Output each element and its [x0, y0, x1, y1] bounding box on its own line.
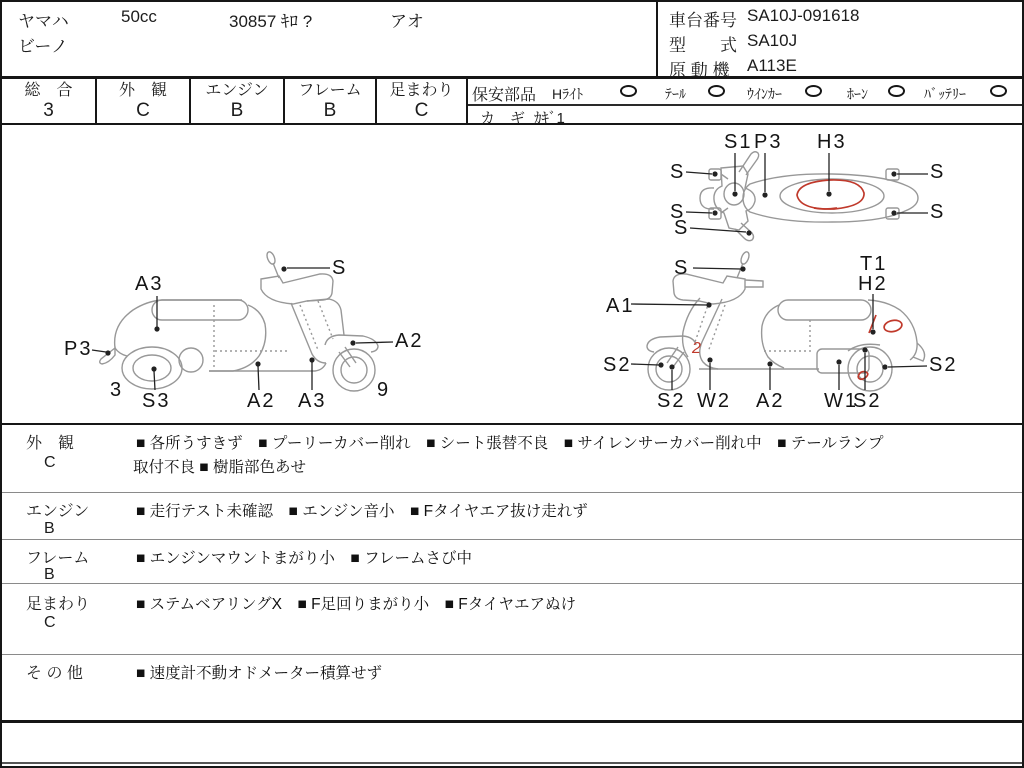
taillight-ok-circle-icon: [708, 85, 725, 97]
key-label: カ ギ: [480, 110, 526, 127]
label-s-top-left-2: S: [670, 201, 686, 223]
label-a2-front-fender: A2: [395, 330, 424, 352]
grade-frame-value: B: [323, 99, 337, 121]
note-row-undercarriage: [2, 584, 1022, 655]
safety-parts-divider: [468, 104, 1022, 106]
label-p3-rear-fender: P3: [64, 338, 93, 360]
safety-parts-box: [468, 79, 1022, 127]
grade-exterior: [97, 79, 191, 123]
key-value: ｶｷﾞ1: [534, 110, 565, 127]
label-s-top-right-1: S: [930, 161, 946, 183]
note-row-empty: [2, 723, 1022, 764]
label-s-top-left-1: S: [670, 161, 686, 183]
grade-overall-value: 3: [43, 99, 54, 121]
leader-lines: [92, 153, 928, 390]
grade-row: [2, 79, 1022, 125]
note-text-line2: 取付不良 ■ 樹脂部色あせ: [133, 459, 306, 476]
headlight-ok-circle-icon: [620, 85, 637, 97]
grade-engine-label: エンジン: [205, 81, 269, 99]
label-s-mirror-right: S: [674, 257, 690, 279]
note-grade: B: [44, 520, 55, 537]
label-p3-top: P3: [754, 131, 783, 153]
label-s-mirror-left: S: [332, 257, 348, 279]
label-a2-floor-right: A2: [756, 390, 785, 412]
chassis-label: 車台番号: [669, 11, 737, 30]
grade-exterior-label: 外 観: [118, 81, 167, 99]
label-a2-floor-left: A2: [247, 390, 276, 412]
note-row-exterior: [2, 425, 1022, 493]
battery-ok-circle-icon: [990, 85, 1007, 97]
leader-dots: [105, 171, 896, 371]
label-s2-front-wheel: S2: [657, 390, 686, 412]
note-text-line1: ■ エンジンマウントまがり小 ■ フレームさび中: [136, 550, 472, 567]
label-w2-under-column: W2: [697, 390, 731, 412]
note-label: 外 観: [26, 435, 75, 452]
vehicle-diagram-box: [2, 125, 1022, 425]
label-w1-muffler: W1: [824, 390, 858, 412]
chassis-value: SA10J-091618: [747, 6, 860, 25]
header-section: [2, 2, 1022, 79]
note-text-line1: ■ 速度計不動オドメーター積算せず: [136, 665, 383, 682]
label-a3-rear-body: A3: [135, 273, 164, 295]
label-s2-rear-wheel: S2: [853, 390, 882, 412]
taillight-label: ﾃｰﾙ: [665, 86, 686, 102]
label-a3-frame: A3: [298, 390, 327, 412]
winker-label: ｳｲﾝｶｰ: [747, 86, 782, 102]
type-label: 型 式: [669, 36, 737, 55]
grade-undercarriage: [377, 79, 468, 123]
grade-overall-label: 総 合: [24, 81, 73, 99]
grade-frame-label: フレーム: [298, 81, 362, 99]
model-name: ビーノ: [18, 37, 68, 56]
label-h2-rear-body: H2: [858, 273, 888, 295]
grade-exterior-value: C: [136, 99, 150, 121]
header-divider: [656, 2, 658, 76]
displacement: 50cc: [121, 7, 157, 26]
horn-ok-circle-icon: [888, 85, 905, 97]
note-label: そ の 他: [26, 665, 83, 682]
grade-engine: [191, 79, 285, 123]
defect-notes-table: [2, 425, 1022, 764]
label-h3-seat: H3: [817, 131, 847, 153]
label-s2-front-side: S2: [603, 354, 632, 376]
note-label: フレーム: [26, 550, 90, 567]
type-value: SA10J: [747, 31, 798, 50]
note-row-other: [2, 655, 1022, 723]
grade-overall: [2, 79, 97, 123]
red-handwritten-2-mark: 2: [692, 340, 701, 357]
note-text-line1: ■ ステムベアリングX ■ F足回りまがり小 ■ Fタイヤエアぬけ: [136, 596, 576, 613]
grade-engine-value: B: [230, 99, 244, 121]
label-s2-rear-side: S2: [929, 354, 958, 376]
mileage: 30857 ｷﾛ ?: [229, 12, 313, 31]
note-grade: B: [44, 566, 55, 583]
note-text-line1: ■ 走行テスト未確認 ■ エンジン音小 ■ Fタイヤエア抜け走れず: [136, 503, 588, 520]
label-s-top-right-2: S: [930, 201, 946, 223]
note-grade: C: [44, 454, 56, 471]
engine-code-value: A113E: [747, 56, 797, 75]
label-s3-rear-wheel: S3: [142, 390, 171, 412]
battery-label: ﾊﾞｯﾃﾘｰ: [924, 86, 966, 102]
note-row-engine: [2, 493, 1022, 540]
label-s-top-left-3: S: [674, 217, 690, 239]
engine-code-label: 原 動 機: [669, 61, 730, 80]
grade-undercarriage-label: 足まわり: [389, 81, 454, 99]
note-row-frame: [2, 540, 1022, 584]
grade-undercarriage-value: C: [414, 99, 429, 121]
red-oval-mark: [883, 319, 903, 334]
red-underline-mark: [814, 208, 837, 209]
grade-frame: [285, 79, 377, 123]
note-label: 足まわり: [26, 596, 91, 613]
note-text-line1: ■ 各所うすきず ■ プーリーカバー削れ ■ シート張替不良 ■ サイレンサーカバー削れ中 ■ テールランプ: [136, 435, 884, 452]
label-a1-leg-shield: A1: [606, 295, 635, 317]
label-zone-3: 3: [110, 379, 124, 401]
horn-label: ﾎｰﾝ: [847, 86, 868, 102]
label-zone-9: 9: [377, 379, 391, 401]
note-label: エンジン: [26, 503, 90, 520]
note-grade: C: [44, 614, 56, 631]
label-t1-rear-body: T1: [860, 253, 888, 275]
top-view-scooter-outline: [700, 152, 918, 241]
winker-ok-circle-icon: [805, 85, 822, 97]
label-s1-steering: S1: [724, 131, 753, 153]
color: アオ: [390, 12, 424, 31]
safety-parts-title: 保安部品: [472, 87, 537, 104]
maker-name: ヤマハ: [18, 12, 69, 31]
headlight-label: Hﾗｲﾄ: [552, 86, 584, 102]
